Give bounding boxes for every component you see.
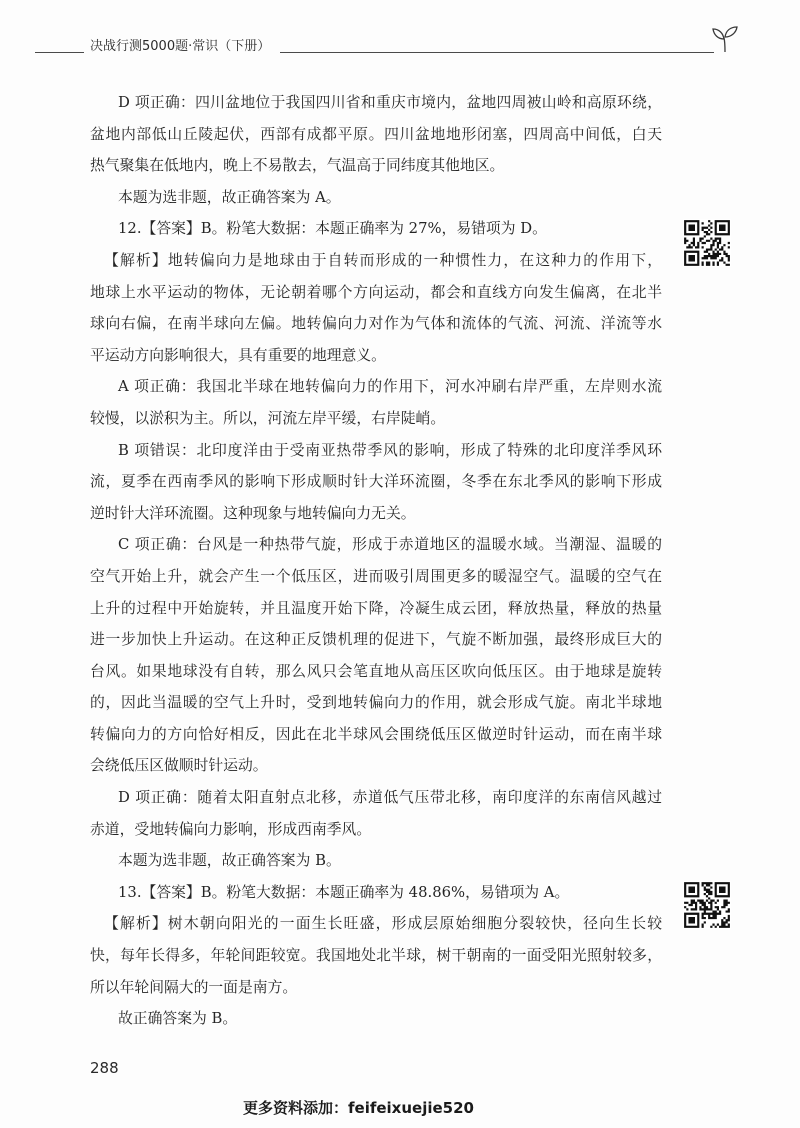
sprout-stem <box>724 38 725 52</box>
text-line: 快，每年长得多，年轮间距较宽。我国地处北半球，树干朝南的一面受阳光照射较多， <box>90 947 662 965</box>
qr-code-icon <box>683 881 731 929</box>
body-text <box>90 87 662 1035</box>
footer-contact-text: 更多资料添加：feifeixuejie520 <box>243 1099 474 1117</box>
text-line: 平运动方向影响很大，具有重要的地理意义。 <box>90 346 386 364</box>
sprout-right-leaf <box>725 27 737 37</box>
text-line: 球向右偏，在南半球向左偏。地转偏向力对作为气体和流体的气流、河流、洋流等水 <box>90 315 662 333</box>
text-line: 本题为选非题，故正确答案为 A。 <box>118 188 341 206</box>
text-line: 热气聚集在低地内，晚上不易散去，气温高于同纬度其他地区。 <box>90 157 505 175</box>
answer-header-12 <box>90 213 662 245</box>
answer-conclusion-a <box>90 182 662 214</box>
text-line: 上升的过程中开始旋转，并且温度开始下降，冷凝生成云团，释放热量，释放的热量 <box>90 599 662 617</box>
qr-code-icon <box>683 219 731 267</box>
text-line: 转偏向力的方向恰好相反，因此在北半球风会围绕低压区做逆时针运动，而在南半球 <box>90 725 662 743</box>
text-line: 本题为选非题，故正确答案为 B。 <box>118 852 341 870</box>
text-line: 故正确答案为 B。 <box>118 1010 238 1028</box>
answer-header-13 <box>90 877 662 909</box>
text-line: 会绕低压区做顺时针运动。 <box>90 757 268 775</box>
option-b-explanation <box>90 435 662 530</box>
analysis-12 <box>90 245 662 371</box>
text-line: B 项错误：北印度洋由于受南亚热带季风的影响，形成了特殊的北印度洋季风环 <box>118 441 662 459</box>
answer-conclusion-13 <box>90 1003 662 1035</box>
text-line: 【解析】地转偏向力是地球由于自转而形成的一种惯性力，在这种力的作用下， <box>104 251 662 269</box>
option-d-explanation <box>90 87 662 182</box>
sprout-left-leaf <box>713 29 724 39</box>
answer-conclusion-b <box>90 845 662 877</box>
text-line: 的，因此当温暖的空气上升时，受到地转偏向力的作用，就会形成气旋。南北半球地 <box>90 694 662 712</box>
text-line: D 项正确：四川盆地位于我国四川省和重庆市境内，盆地四周被山岭和高原环绕， <box>118 94 662 111</box>
sprout-icon <box>711 25 739 53</box>
text-line: 较慢，以淤积为主。所以，河流左岸平缓，右岸陡峭。 <box>90 409 446 427</box>
analysis-13 <box>90 908 662 1003</box>
text-line: 空气开始上升，就会产生一个低压区，进而吸引周围更多的暖湿空气。温暖的空气在 <box>90 567 662 585</box>
text-line: 【解析】树木朝向阳光的一面生长旺盛，形成层原始细胞分裂较快，径向生长较 <box>104 915 662 933</box>
page-number: 288 <box>90 1059 119 1077</box>
text-line: 地球上水平运动的物体，无论朝着哪个方向运动，都会和直线方向发生偏离，在北半 <box>90 283 662 301</box>
text-line: A 项正确：我国北半球在地转偏向力的作用下，河水冲刷右岸严重，左岸则水流 <box>118 378 662 396</box>
text-line: 12.【答案】B。粉笔大数据：本题正确率为 27%，易错项为 D。 <box>118 220 547 238</box>
text-line: 逆时针大洋环流圈。这种现象与地转偏向力无关。 <box>90 504 416 522</box>
text-line: C 项正确：台风是一种热带气旋，形成于赤道地区的温暖水域。当潮湿、温暖的 <box>118 536 662 554</box>
text-line: 流，夏季在西南季风的影响下形成顺时针大洋环流圈，冬季在东北季风的影响下形成 <box>90 473 662 491</box>
option-d-explanation-12 <box>90 782 662 845</box>
header-rule-left <box>35 52 84 53</box>
text-line: 盆地内部低山丘陵起伏，西部有成都平原。四川盆地地形闭塞，四周高中间低，白天 <box>90 125 662 143</box>
text-line: 赤道，受地转偏向力影响，形成西南季风。 <box>90 820 372 838</box>
option-a-explanation <box>90 371 662 434</box>
text-line: 所以年轮间隔大的一面是南方。 <box>90 978 298 996</box>
text-line: 进一步加快上升运动。在这种正反馈机理的促进下，气旋不断加强，最终形成巨大的 <box>90 631 662 649</box>
text-line: D 项正确：随着太阳直射点北移，赤道低气压带北移，南印度洋的东南信风越过 <box>118 789 662 807</box>
header-rule-right <box>280 52 714 53</box>
running-header-title: 决战行测5000题·常识（下册） <box>90 39 271 54</box>
text-line: 13.【答案】B。粉笔大数据：本题正确率为 48.86%，易错项为 A。 <box>118 883 570 901</box>
text-line: 台风。如果地球没有自转，那么风只会笔直地从高压区吹向低压区。由于地球是旋转 <box>90 662 662 680</box>
option-c-explanation <box>90 529 662 782</box>
